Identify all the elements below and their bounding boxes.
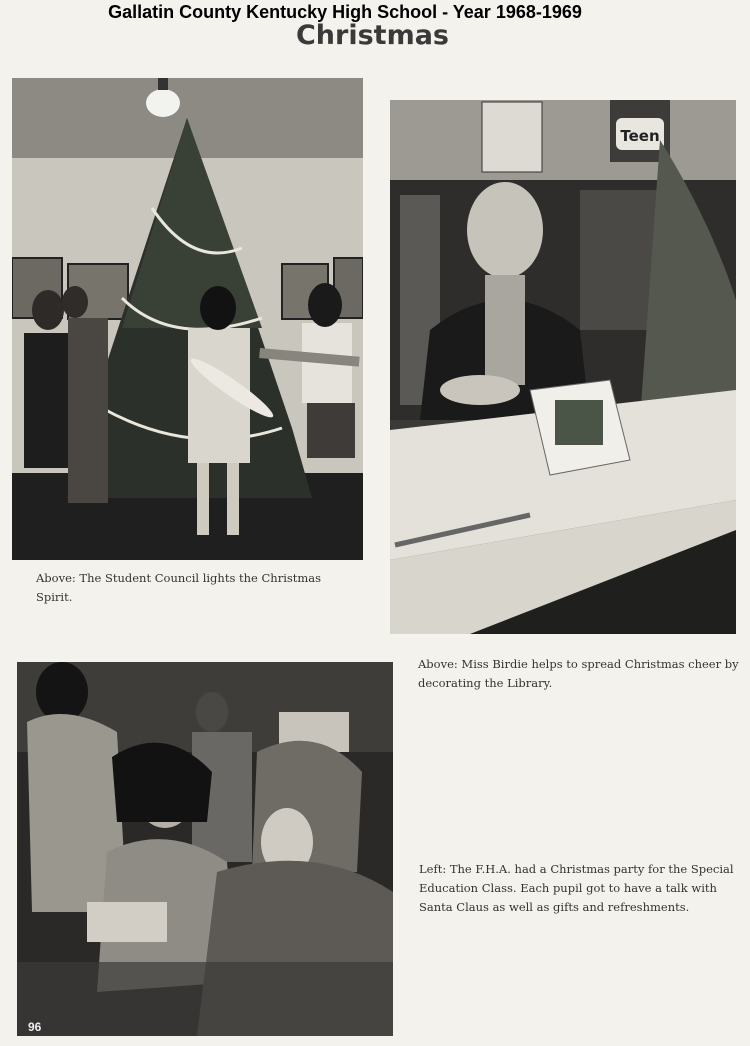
student-council-caption: Above: The Student Council lights the Christmas Spirit. — [36, 571, 322, 604]
library-sign-text: Teen — [620, 127, 660, 145]
santa-party-photo — [17, 662, 393, 1036]
page-number: 96 — [28, 1020, 42, 1034]
student-council-photo — [12, 78, 363, 560]
school-year-header: Gallatin County Kentucky High School - Year 1968-1969 — [108, 2, 582, 22]
library-photo — [390, 100, 736, 634]
section-title: Christmas — [295, 20, 449, 51]
santa-party-caption: Left: The F.H.A. had a Christmas party for the Special Education Class. Each pupil got to have a talk with Santa Claus as well as gifts and refreshments. — [419, 862, 734, 914]
library-caption: Above: Miss Birdie helps to spread Christmas cheer by decorating the Library. — [418, 657, 739, 690]
